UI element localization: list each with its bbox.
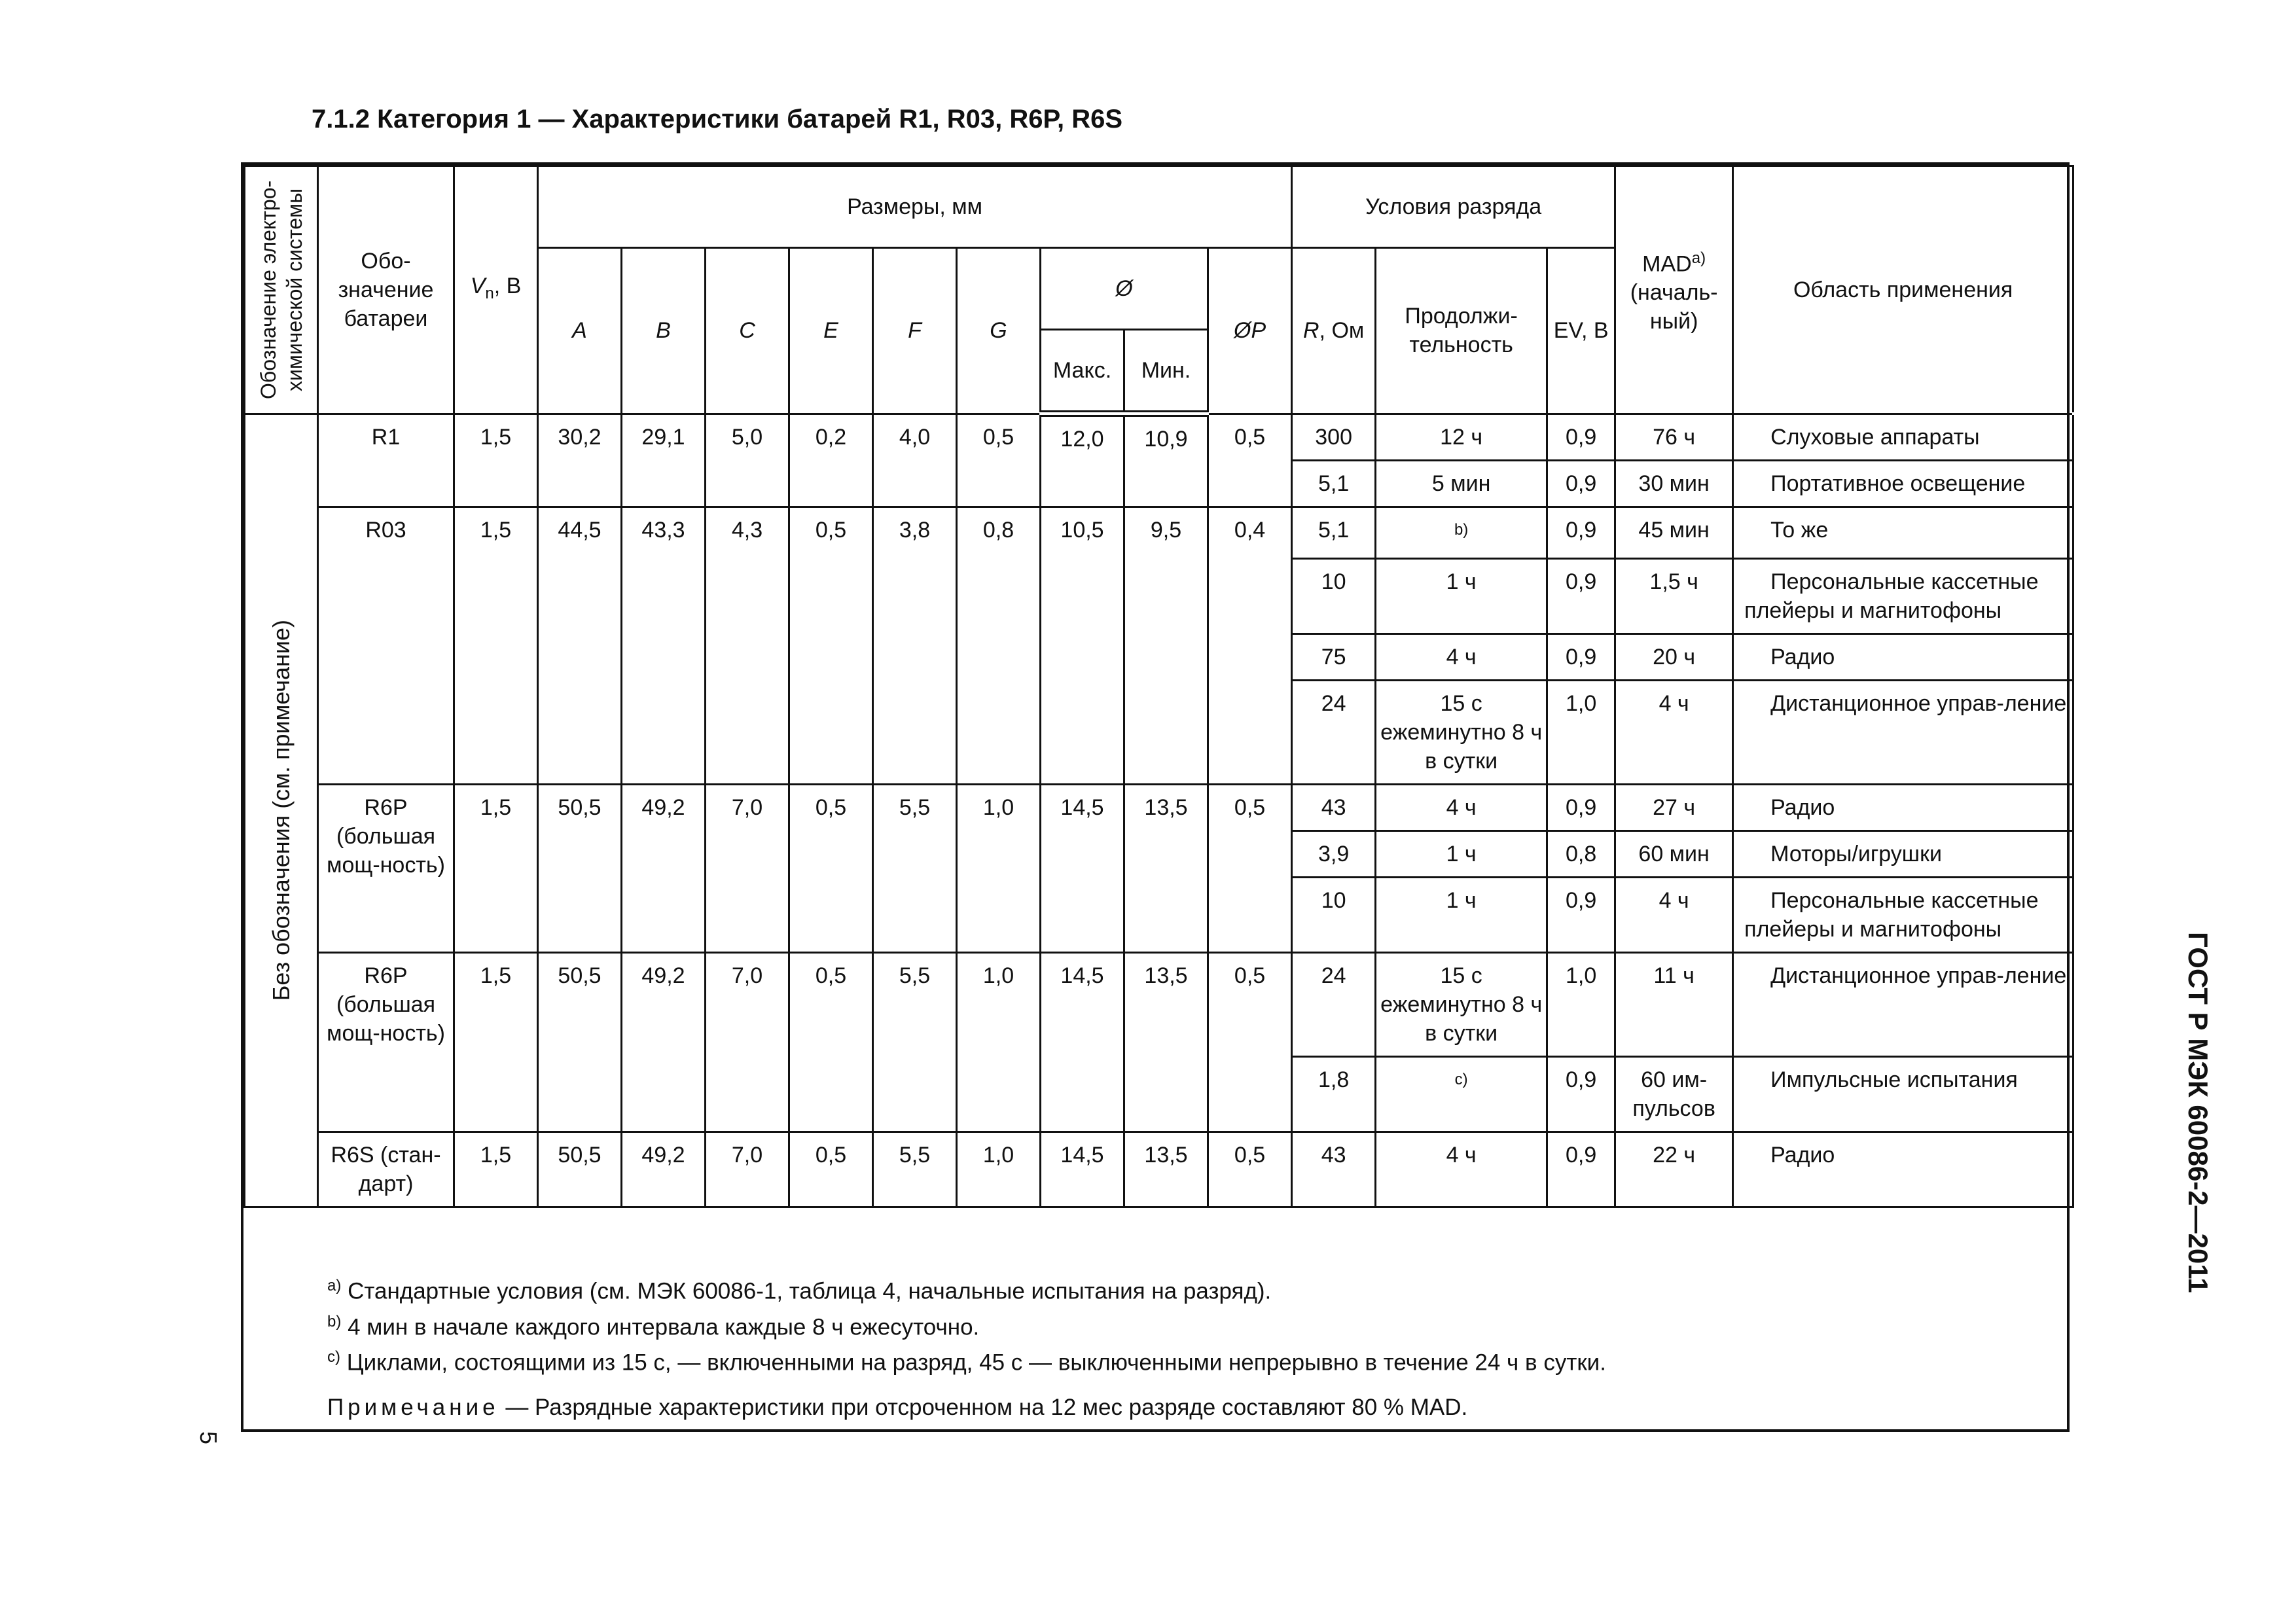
application-text: Персональные кассетные плейеры и магнитофоны <box>1744 887 2039 942</box>
dim-f-max: 5,5 <box>873 784 957 952</box>
dim-a-max: 50,5 <box>538 784 622 952</box>
application-text: Моторы/игрушки <box>1770 841 1942 866</box>
dim-f-max: 5,5 <box>873 952 957 1132</box>
header-voltage: $V_n$, В <box>454 166 538 414</box>
remark: Примечание — Разрядные характеристики при отсроченном на 12 мес разряде составляют 80 % MAD. <box>327 1394 1468 1420</box>
dim-c-min: 7,0 <box>706 952 789 1132</box>
dim-e-max: 0,5 <box>789 1132 873 1207</box>
table-row <box>245 1132 2073 1207</box>
dim-a-max: 50,5 <box>538 952 622 1132</box>
dim-g-min: 1,0 <box>957 952 1041 1132</box>
dim-diameter-p-max: 0,5 <box>1208 952 1292 1132</box>
header-end-voltage: EV, В <box>1547 248 1615 414</box>
table-row <box>245 507 2073 558</box>
header-system-designation: Обозначение электро-химической системы <box>245 166 318 414</box>
discharge-duration: 4 ч <box>1376 633 1547 680</box>
discharge-resistance: 10 <box>1292 877 1376 952</box>
dim-diameter-max: 10,5 <box>1041 507 1124 784</box>
discharge-duration: 12 ч <box>1376 414 1547 460</box>
mad-value: 20 ч <box>1615 633 1733 680</box>
end-voltage: 0,8 <box>1547 830 1615 877</box>
discharge-resistance: 1,8 <box>1292 1056 1376 1132</box>
dim-diameter-min: 13,5 <box>1124 1132 1208 1207</box>
duration-footnote-ref: c) <box>1454 1070 1468 1088</box>
table-row <box>245 414 2073 460</box>
dim-diameter-min: 13,5 <box>1124 784 1208 952</box>
discharge-resistance: 24 <box>1292 952 1376 1056</box>
header-duration: Продолжи-тельность <box>1376 248 1547 414</box>
end-voltage: 0,9 <box>1547 633 1615 680</box>
dim-b-min: 43,3 <box>622 507 706 784</box>
dim-diameter-min: 13,5 <box>1124 952 1208 1132</box>
application-area <box>1733 1132 2073 1207</box>
application-area <box>1733 784 2073 830</box>
dim-b-min: 29,1 <box>622 414 706 507</box>
dim-f-max: 4,0 <box>873 414 957 507</box>
application-text: Персональные кассетные плейеры и магнитофоны <box>1744 569 2039 623</box>
application-area <box>1733 830 2073 877</box>
application-text: То же <box>1770 517 1829 543</box>
dim-b-min: 49,2 <box>622 952 706 1132</box>
discharge-duration: 15 с ежеминутно 8 ч в сутки <box>1376 952 1547 1056</box>
system-designation-text: Без обозначения (см. примечание) <box>267 620 295 1001</box>
discharge-duration: 1 ч <box>1376 877 1547 952</box>
application-text: Радио <box>1770 794 1835 820</box>
header-dim-diameter-p: ØP <box>1208 248 1292 414</box>
dim-diameter-max: 14,5 <box>1041 952 1124 1132</box>
application-text: Радио <box>1770 644 1835 669</box>
dim-diameter-p-max: 0,5 <box>1208 414 1292 507</box>
dim-diameter-max: 14,5 <box>1041 1132 1124 1207</box>
mad-value: 22 ч <box>1615 1132 1733 1207</box>
section-title: 7.1.2 Категория 1 — Характеристики батарей R1, R03, R6P, R6S <box>312 105 1123 134</box>
header-dim-f: F <box>873 248 957 414</box>
table-body <box>245 414 2073 1207</box>
discharge-duration <box>1376 507 1547 558</box>
application-area <box>1733 680 2073 784</box>
mad-value: 4 ч <box>1615 877 1733 952</box>
application-area <box>1733 1056 2073 1132</box>
dim-g-min: 0,5 <box>957 414 1041 507</box>
battery-designation: R03 <box>318 507 454 784</box>
header-resistance: R, Ом <box>1292 248 1376 414</box>
dim-a-max: 50,5 <box>538 1132 622 1207</box>
discharge-duration: 5 мин <box>1376 460 1547 507</box>
header-dim-g: G <box>957 248 1041 414</box>
header-discharge-conditions: Условия разряда <box>1292 166 1615 248</box>
page-number: 5 <box>195 1431 223 1445</box>
mad-value: 11 ч <box>1615 952 1733 1056</box>
nominal-voltage: 1,5 <box>454 784 538 952</box>
discharge-duration: 4 ч <box>1376 784 1547 830</box>
table-row <box>245 952 2073 1056</box>
end-voltage: 0,9 <box>1547 877 1615 952</box>
header-dimensions: Размеры, мм <box>538 166 1292 248</box>
header-dim-a: A <box>538 248 622 414</box>
dim-diameter-min: 9,5 <box>1124 507 1208 784</box>
battery-designation: R6P (большая мощ-ность) <box>318 952 454 1132</box>
application-area <box>1733 507 2073 558</box>
system-designation-cell <box>245 414 318 1207</box>
application-text: Портативное освещение <box>1770 471 2026 496</box>
dim-g-min: 1,0 <box>957 1132 1041 1207</box>
header-limit: Мин. <box>1124 330 1208 414</box>
dim-c-min: 5,0 <box>706 414 789 507</box>
mad-value: 1,5 ч <box>1615 558 1733 633</box>
notes-block <box>327 1271 2029 1423</box>
end-voltage: 1,0 <box>1547 680 1615 784</box>
end-voltage: 0,9 <box>1547 1132 1615 1207</box>
mad-value: 30 мин <box>1615 460 1733 507</box>
application-area <box>1733 558 2073 633</box>
dim-e-max: 0,2 <box>789 414 873 507</box>
dim-b-min: 49,2 <box>622 784 706 952</box>
application-area <box>1733 633 2073 680</box>
mad-value: 4 ч <box>1615 680 1733 784</box>
dim-f-max: 3,8 <box>873 507 957 784</box>
dim-b-min: 49,2 <box>622 1132 706 1207</box>
application-text: Дистанционное управ-ление <box>1770 963 2067 988</box>
discharge-resistance: 300 <box>1292 414 1376 460</box>
mad-value: 60 им-пульсов <box>1615 1056 1733 1132</box>
discharge-resistance: 43 <box>1292 1132 1376 1207</box>
application-area <box>1733 414 2073 460</box>
application-area <box>1733 952 2073 1056</box>
header-application: Область применения <box>1733 166 2073 414</box>
nominal-voltage: 1,5 <box>454 414 538 507</box>
discharge-duration: 1 ч <box>1376 830 1547 877</box>
duration-footnote-ref: b) <box>1454 520 1469 539</box>
dim-diameter-max: 12,0 <box>1041 414 1124 507</box>
end-voltage: 0,9 <box>1547 558 1615 633</box>
mad-value: 76 ч <box>1615 414 1733 460</box>
dim-a-max: 30,2 <box>538 414 622 507</box>
dim-diameter-p-max: 0,4 <box>1208 507 1292 784</box>
nominal-voltage: 1,5 <box>454 1132 538 1207</box>
battery-designation: R6S (стан-дарт) <box>318 1132 454 1207</box>
spec-frame <box>241 162 2070 1432</box>
mad-value: 45 мин <box>1615 507 1733 558</box>
discharge-resistance: 75 <box>1292 633 1376 680</box>
application-area <box>1733 877 2073 952</box>
header-battery-designation: Обо-значение батареи <box>318 166 454 414</box>
nominal-voltage: 1,5 <box>454 507 538 784</box>
dim-diameter-p-max: 0,5 <box>1208 784 1292 952</box>
mad-value: 27 ч <box>1615 784 1733 830</box>
end-voltage: 0,9 <box>1547 784 1615 830</box>
battery-designation: R6P (большая мощ-ность) <box>318 784 454 952</box>
dim-diameter-min: 10,9 <box>1124 414 1208 507</box>
end-voltage: 0,9 <box>1547 414 1615 460</box>
discharge-duration: 15 с ежеминутно 8 ч в сутки <box>1376 680 1547 784</box>
footnote-b: $^{b)}$ 4 мин в начале каждого интервала каждые 8 ч ежесуточно. <box>327 1312 980 1340</box>
header-dim-diameter: Ø <box>1041 248 1208 330</box>
discharge-resistance: 5,1 <box>1292 460 1376 507</box>
end-voltage: 0,9 <box>1547 1056 1615 1132</box>
dim-e-max: 0,5 <box>789 952 873 1132</box>
dim-diameter-p-max: 0,5 <box>1208 1132 1292 1207</box>
application-text: Дистанционное управ-ление <box>1770 690 2067 716</box>
end-voltage: 1,0 <box>1547 952 1615 1056</box>
end-voltage: 0,9 <box>1547 507 1615 558</box>
footnote-c: $^{c)}$ Циклами, состоящими из 15 с, — включенными на разряд, 45 с — выключенными непрерывно в течение 24 ч в сутки. <box>327 1348 1606 1376</box>
header-mad: MAD$^{a)}$ (началь-ный) <box>1615 166 1733 414</box>
discharge-resistance: 43 <box>1292 784 1376 830</box>
dim-g-min: 1,0 <box>957 784 1041 952</box>
document-code: ГОСТ Р МЭК 60086-2—2011 <box>2183 932 2214 1293</box>
header-dim-c: C <box>706 248 789 414</box>
dim-g-min: 0,8 <box>957 507 1041 784</box>
dim-c-min: 4,3 <box>706 507 789 784</box>
discharge-resistance: 24 <box>1292 680 1376 784</box>
dim-e-max: 0,5 <box>789 784 873 952</box>
dim-a-max: 44,5 <box>538 507 622 784</box>
nominal-voltage: 1,5 <box>454 952 538 1132</box>
application-text: Радио <box>1770 1142 1835 1168</box>
discharge-resistance: 3,9 <box>1292 830 1376 877</box>
footnote-a: $^{a)}$ Стандартные условия (см. МЭК 60086-1, таблица 4, начальные испытания на разряд). <box>327 1277 1272 1304</box>
table-row <box>245 784 2073 830</box>
mad-value: 60 мин <box>1615 830 1733 877</box>
battery-designation: R1 <box>318 414 454 507</box>
dim-c-min: 7,0 <box>706 784 789 952</box>
header-dim-b: B <box>622 248 706 414</box>
discharge-duration <box>1376 1056 1547 1132</box>
application-area <box>1733 460 2073 507</box>
dim-diameter-max: 14,5 <box>1041 784 1124 952</box>
discharge-resistance: 10 <box>1292 558 1376 633</box>
application-text: Импульсные испытания <box>1770 1067 2018 1092</box>
header-dim-e: E <box>789 248 873 414</box>
dim-c-min: 7,0 <box>706 1132 789 1207</box>
discharge-duration: 4 ч <box>1376 1132 1547 1207</box>
discharge-duration: 1 ч <box>1376 558 1547 633</box>
application-text: Слуховые аппараты <box>1770 424 1980 450</box>
discharge-resistance: 5,1 <box>1292 507 1376 558</box>
dim-f-max: 5,5 <box>873 1132 957 1207</box>
battery-spec-table <box>243 165 2074 1208</box>
dim-e-max: 0,5 <box>789 507 873 784</box>
header-limit: Макс. <box>1041 330 1124 414</box>
end-voltage: 0,9 <box>1547 460 1615 507</box>
